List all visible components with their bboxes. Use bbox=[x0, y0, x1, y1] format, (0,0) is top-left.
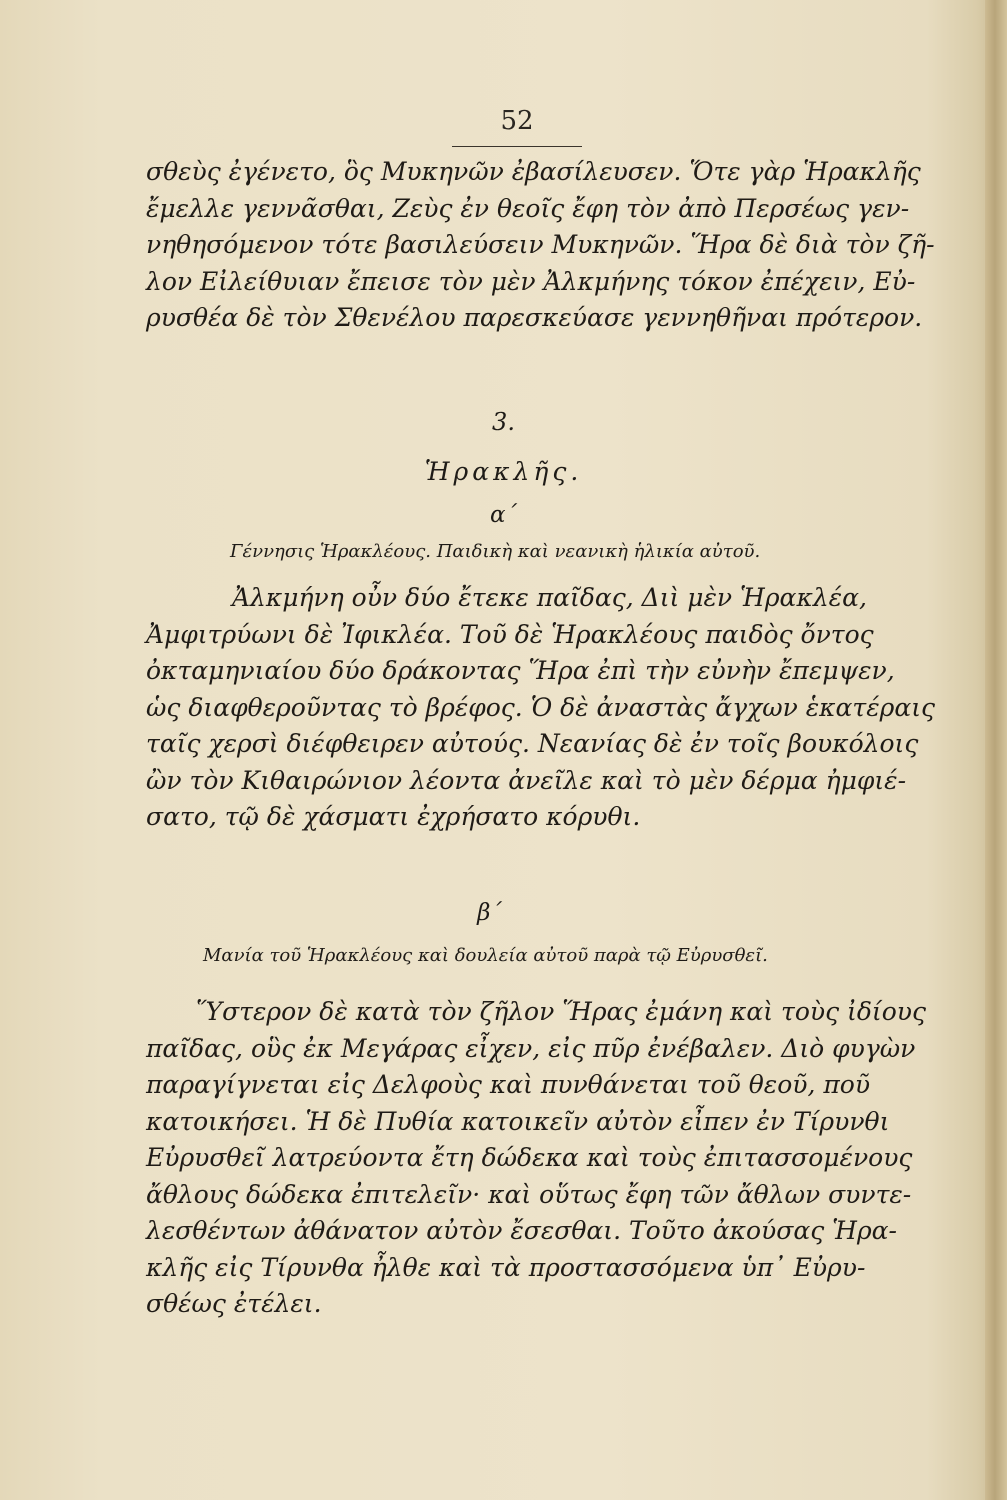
text-line: σθέως ἐτέλει. bbox=[146, 1289, 322, 1318]
text-line: ὡς διαφθεροῦντας τὸ βρέφος. Ὁ δὲ ἀναστὰς ἄγχων ἑκατέραις bbox=[146, 692, 936, 722]
text-line: ταῖς χερσὶ διέφθειρεν αὐτούς. Νεανίας δὲ ἐν τοῖς βουκόλοις bbox=[146, 729, 919, 758]
text-line: κλῆς εἰς Τίρυνθα ἦλθε καὶ τὰ προστασσόμενα ὑπ᾽ Εὐρυ- bbox=[146, 1252, 866, 1282]
page-number: 52 bbox=[500, 106, 534, 136]
text-line: ἄθλους δώδεκα ἐπιτελεῖν· καὶ οὕτως ἔφη τῶν ἄθλων συντε- bbox=[146, 1179, 912, 1209]
paragraph-2 bbox=[146, 580, 936, 836]
section-number: 3. bbox=[492, 408, 515, 436]
section-title: Ἡρακλῆς. bbox=[424, 457, 583, 486]
page-edge bbox=[985, 0, 1007, 1500]
subsection-label-alpha: α΄ bbox=[489, 502, 518, 528]
text-line: παῖδας, οὓς ἐκ Μεγάρας εἶχεν, εἰς πῦρ ἐνέβαλεν. Διὸ φυγὼν bbox=[146, 1033, 916, 1063]
text-line: λον Εἰλείθυιαν ἔπεισε τὸν μὲν Ἀλκμήνης τόκον ἐπέχειν, Εὐ- bbox=[146, 266, 916, 296]
subsection-heading-beta: Μανία τοῦ Ἡρακλέους καὶ δουλεία αὐτοῦ παρὰ τῷ Εὐρυσθεῖ. bbox=[203, 945, 768, 966]
text-line: ὀκταμηνιαίου δύο δράκοντας Ἥρα ἐπὶ τὴν εὐνὴν ἔπεμψεν, bbox=[146, 656, 895, 685]
text-line: παραγίγνεται εἰς Δελφοὺς καὶ πυνθάνεται τοῦ θεοῦ, ποῦ bbox=[146, 1070, 871, 1099]
subsection-label-beta: β΄ bbox=[477, 900, 502, 926]
text-line: Ἀμφιτρύωνι δὲ Ἰφικλέα. Τοῦ δὲ Ἡρακλέους παιδὸς ὄντος bbox=[146, 619, 874, 649]
text-line: λεσθέντων ἀθάνατον αὐτὸν ἔσεσθαι. Τοῦτο ἀκούσας Ἡρα- bbox=[146, 1216, 897, 1245]
text-line: σθεὺς ἐγένετο, ὃς Μυκηνῶν ἐβασίλευσεν. Ὅτε γὰρ Ἡρακλῆς bbox=[146, 157, 921, 186]
text-line: ὢν τὸν Κιθαιρώνιον λέοντα ἀνεῖλε καὶ τὸ μὲν δέρμα ἠμφιέ- bbox=[146, 765, 907, 795]
subsection-heading-alpha: Γέννησις Ἡρακλέους. Παιδικὴ καὶ νεανικὴ ἡλικία αὐτοῦ. bbox=[230, 541, 761, 562]
text-line: ἔμελλε γεννᾶσθαι, Ζεὺς ἐν θεοῖς ἔφη τὸν ἀπὸ Περσέως γεν- bbox=[146, 193, 910, 223]
text-line: Ἀλκμήνη οὖν δύο ἔτεκε παῖδας, Διὶ μὲν Ἡρακλέα, bbox=[232, 583, 867, 612]
header-rule bbox=[452, 146, 582, 147]
paragraph-3 bbox=[146, 994, 926, 1323]
text-line: Ὕστερον δὲ κατὰ τὸν ζῆλον Ἥρας ἐμάνη καὶ τοὺς ἰδίους bbox=[196, 997, 926, 1026]
paragraph-1 bbox=[146, 154, 935, 337]
text-line: νηθησόμενον τότε βασιλεύσειν Μυκηνῶν. Ἥρα δὲ διὰ τὸν ζῆ- bbox=[146, 230, 935, 259]
text-line: Εὐρυσθεῖ λατρεύοντα ἔτη δώδεκα καὶ τοὺς ἐπιτασσομένους bbox=[146, 1143, 913, 1172]
text-line: ρυσθέα δὲ τὸν Σθενέλου παρεσκεύασε γεννηθῆναι πρότερον. bbox=[146, 303, 923, 332]
text-line: σατο, τῷ δὲ χάσματι ἐχρήσατο κόρυθι. bbox=[146, 802, 641, 831]
text-line: κατοικήσει. Ἡ δὲ Πυθία κατοικεῖν αὐτὸν εἶπεν ἐν Τίρυνθι bbox=[146, 1106, 890, 1136]
